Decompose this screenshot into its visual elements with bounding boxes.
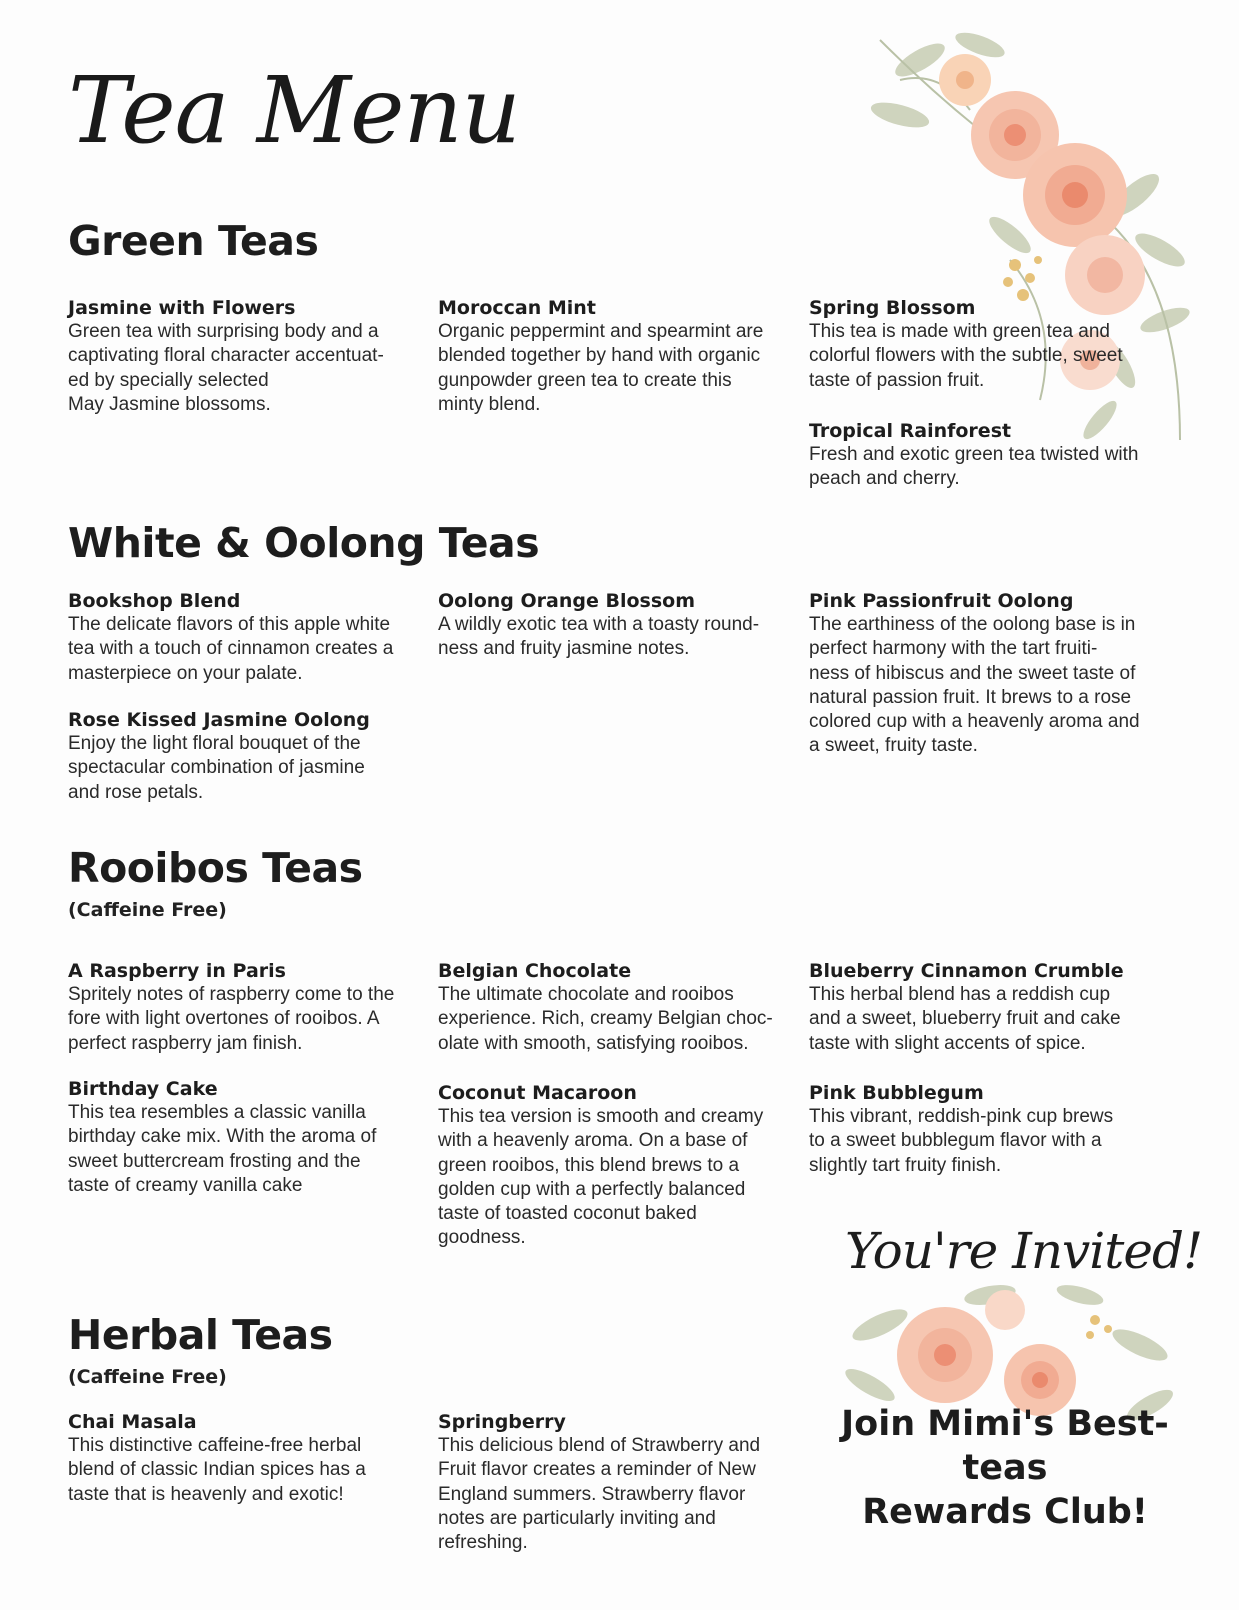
item-description: Spritely notes of raspberry come to the fore with light overtones of rooibos. A perfect raspberry jam finish. (68, 984, 395, 1054)
page-title: Tea Menu (68, 57, 520, 164)
item-name: A Raspberry in Paris (68, 960, 286, 982)
item-name: Chai Masala (68, 1411, 197, 1433)
item-description: This tea resembles a classic vanilla birthday cake mix. With the aroma of sweet buttercream frosting and the taste of creamy vanilla cake (68, 1102, 377, 1196)
item-description: This herbal blend has a reddish cup and a sweet, blueberry fruit and cake taste with slight accents of spice. (809, 984, 1121, 1054)
item-description: This vibrant, reddish-pink cup brews to a sweet bubblegum flavor with a slightly tart fruity finish. (809, 1106, 1114, 1176)
section-title-green-teas: Green Teas (68, 217, 319, 265)
menu-item (438, 1410, 788, 1555)
menu-item (809, 296, 1159, 393)
item-description: This tea is made with green tea and colorful flowers with the subtle, sweet taste of passion fruit. (809, 321, 1123, 391)
item-description: This delicious blend of Strawberry and Fruit flavor creates a reminder of New England summers. Strawberry flavor notes are particularly inviting and refreshing. (438, 1435, 761, 1554)
item-description: The delicate flavors of this apple white tea with a touch of cinnamon creates a masterpiece on your palate. (68, 614, 394, 684)
item-description: Enjoy the light floral bouquet of the spectacular combination of jasmine and rose petals. (68, 733, 365, 803)
rewards-club-line-1: Join Mimi's Best-teas (841, 1404, 1169, 1488)
item-description: Green tea with surprising body and a captivating floral character accentuat- ed by specially selected May Jasmine blossoms. (68, 321, 384, 415)
item-name: Bookshop Blend (68, 590, 241, 612)
menu-item (438, 1081, 788, 1251)
item-description: Organic peppermint and spearmint are blended together by hand with organic gunpowder green tea to create this minty blend. (438, 321, 764, 415)
menu-item (68, 1410, 418, 1507)
section-title-herbal-teas: Herbal Teas (68, 1311, 333, 1359)
item-description: The ultimate chocolate and rooibos experience. Rich, creamy Belgian choc- olate with smooth, satisfying rooibos. (438, 984, 773, 1054)
item-name: Blueberry Cinnamon Crumble (809, 960, 1124, 982)
item-name: Jasmine with Flowers (68, 297, 296, 319)
section-note: (Caffeine Free) (68, 1366, 227, 1388)
rewards-club-callout (805, 1402, 1205, 1534)
rewards-club-line-2: Rewards Club! (862, 1492, 1148, 1532)
item-name: Birthday Cake (68, 1078, 218, 1100)
item-description: This distinctive caffeine-free herbal blend of classic Indian spices has a taste that is heavenly and exotic! (68, 1435, 366, 1505)
menu-item (809, 589, 1159, 759)
menu-item (68, 589, 418, 686)
item-name: Oolong Orange Blossom (438, 590, 696, 612)
menu-item (68, 296, 418, 417)
item-name: Pink Bubblegum (809, 1082, 984, 1104)
invite-heading: You're Invited! (845, 1222, 1203, 1280)
section-note: (Caffeine Free) (68, 899, 227, 921)
menu-item (68, 708, 418, 805)
item-name: Pink Passionfruit Oolong (809, 590, 1074, 612)
item-description: Fresh and exotic green tea twisted with peach and cherry. (809, 444, 1139, 490)
item-description: The earthiness of the oolong base is in perfect harmony with the tart fruiti- ness of hibiscus and the sweet taste of natural passion fruit. It brews to a rose colored cup with a heavenly aroma and a sweet, fruity taste. (809, 614, 1140, 757)
item-description: This tea version is smooth and creamy with a heavenly aroma. On a base of green rooibos, this blend brews to a golden cup with a perfectly balanced taste of toasted coconut baked goodness. (438, 1106, 764, 1249)
menu-item (438, 959, 788, 1056)
item-name: Tropical Rainforest (809, 420, 1012, 442)
item-name: Rose Kissed Jasmine Oolong (68, 709, 370, 731)
item-name: Belgian Chocolate (438, 960, 632, 982)
item-description: A wildly exotic tea with a toasty round- ness and fruity jasmine notes. (438, 614, 760, 660)
section-title-white-oolong-teas: White & Oolong Teas (68, 519, 540, 567)
item-name: Springberry (438, 1411, 566, 1433)
menu-item (68, 1077, 418, 1198)
section-title-rooibos-teas: Rooibos Teas (68, 844, 363, 892)
menu-item (68, 959, 418, 1056)
menu-item (438, 589, 788, 662)
item-name: Coconut Macaroon (438, 1082, 637, 1104)
menu-item (809, 419, 1159, 492)
menu-item (438, 296, 788, 417)
item-name: Spring Blossom (809, 297, 976, 319)
menu-item (809, 1081, 1159, 1178)
item-name: Moroccan Mint (438, 297, 596, 319)
menu-item (809, 959, 1159, 1056)
